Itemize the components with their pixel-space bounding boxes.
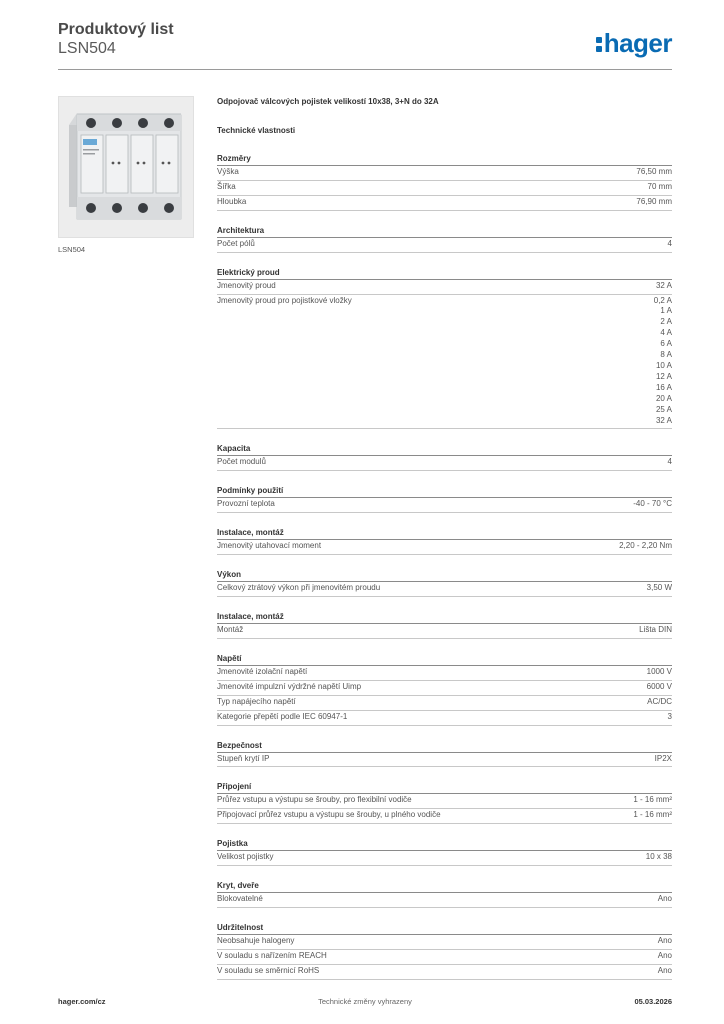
spec-label: Jmenovitý proud [217, 280, 276, 290]
spec-label: Typ napájecího napětí [217, 696, 296, 706]
spec-value [658, 966, 672, 977]
spec-row [217, 166, 672, 181]
spec-row [217, 809, 672, 824]
spec-label: Provozní teplota [217, 499, 275, 509]
page-header [58, 20, 672, 68]
spec-row [217, 965, 672, 980]
footer-date: 05.03.2026 [634, 997, 672, 1006]
footer-website: hager.com/cz [58, 997, 106, 1006]
spec-value [647, 583, 672, 594]
footer-notice: Technické změny vyhrazeny [318, 997, 412, 1006]
spec-row [217, 181, 672, 196]
page-footer [58, 996, 672, 1008]
spec-value [658, 951, 672, 962]
section-title: Instalace, montáž [217, 611, 672, 624]
spec-row [217, 851, 672, 866]
spec-row [217, 711, 672, 726]
spec-row [217, 624, 672, 639]
spec-label: V souladu s nařízením REACH [217, 951, 327, 960]
spec-value-line: 8 A [660, 350, 672, 360]
spec-value-line: 4 [667, 457, 672, 467]
page-title: Produktový list [58, 21, 174, 38]
spec-value-line: 20 A [655, 393, 672, 403]
spec-section [217, 153, 672, 211]
spec-row [217, 295, 672, 430]
section-title: Elektrický proud [217, 267, 672, 280]
spec-value-line: 32 A [655, 280, 672, 290]
spec-section [217, 267, 672, 430]
fuse-disconnector-illustration [59, 97, 193, 237]
spec-label: Celkový ztrátový výkon při jmenovitém proudu [217, 583, 381, 593]
spec-value [668, 457, 672, 468]
spec-value-line: 1000 V [646, 666, 672, 676]
spec-value-line: Ano [657, 965, 672, 975]
spec-row [217, 540, 672, 555]
spec-value [648, 182, 672, 193]
spec-section [217, 569, 672, 597]
spec-label: Počet pólů [217, 238, 255, 248]
spec-value-line: 2 A [660, 317, 672, 327]
spec-label: Jmenovitý utahovací moment [217, 541, 322, 551]
spec-row [217, 280, 672, 295]
spec-value [639, 625, 672, 636]
spec-section [217, 922, 672, 980]
spec-value-line: -40 - 70 °C [633, 499, 672, 509]
section-title: Architektura [217, 225, 672, 238]
section-title: Výkon [217, 569, 672, 582]
spec-value [636, 197, 672, 208]
section-title: Kryt, dveře [217, 880, 672, 893]
spec-value-line: 1 A [660, 306, 672, 316]
spec-sections [217, 153, 672, 980]
spec-value [668, 239, 672, 250]
spec-section [217, 880, 672, 908]
product-code: LSN504 [58, 40, 116, 57]
spec-value [633, 810, 672, 821]
spec-row [217, 456, 672, 471]
spec-value [655, 754, 672, 765]
spec-value-line: Lišta DIN [639, 625, 672, 635]
spec-row [217, 582, 672, 597]
spec-value-line: 70 mm [647, 181, 672, 191]
spec-value-line: 4 A [660, 328, 672, 338]
spec-value-line: 2,20 - 2,20 Nm [619, 541, 672, 551]
spec-value-line: AC/DC [647, 696, 672, 706]
section-title: Podmínky použití [217, 485, 672, 498]
spec-label: Kategorie přepětí podle IEC 60947-1 [217, 711, 348, 721]
spec-value-line: IP2X [654, 753, 672, 763]
spec-label: Šířka [217, 181, 236, 191]
spec-label: Průřez vstupu a výstupu se šrouby, pro flexibilní vodiče [217, 795, 412, 805]
spec-value-line: Ano [657, 951, 672, 960]
spec-value [619, 541, 672, 552]
section-title: Kapacita [217, 443, 672, 456]
spec-value-line: 3 [667, 711, 672, 721]
spec-value-line: 10 x 38 [645, 852, 672, 862]
spec-row [217, 696, 672, 711]
spec-content [217, 95, 672, 980]
spec-label: V souladu se směrnicí RoHS [217, 965, 320, 975]
logo-dots-icon [596, 34, 603, 54]
spec-value-line: 16 A [655, 382, 672, 392]
spec-value [654, 296, 672, 427]
spec-value-line: 0,2 A [653, 295, 672, 305]
section-title: Instalace, montáž [217, 527, 672, 540]
product-description: Odpojovač válcových pojistek velikostí 10x38, 3+N do 32A [217, 97, 439, 106]
spec-row [217, 753, 672, 768]
spec-value [658, 894, 672, 905]
spec-label: Velikost pojistky [217, 852, 274, 862]
spec-section [217, 653, 672, 726]
spec-value [633, 499, 672, 510]
spec-row [217, 498, 672, 513]
spec-label: Stupeň krytí IP [217, 753, 270, 763]
spec-value [656, 281, 672, 292]
spec-label: Připojovací průřez vstupu a výstupu se šrouby, u plného vodiče [217, 810, 441, 820]
spec-value [647, 682, 672, 693]
spec-row [217, 893, 672, 908]
section-title: Pojistka [217, 838, 672, 851]
spec-row [217, 238, 672, 253]
spec-row [217, 935, 672, 950]
spec-section [217, 225, 672, 253]
section-title: Udržitelnost [217, 922, 672, 935]
product-image [58, 96, 194, 238]
spec-value-line: 76,50 mm [636, 167, 672, 176]
image-caption: LSN504 [58, 245, 86, 254]
spec-value-line: 76,90 mm [636, 196, 672, 206]
spec-section [217, 485, 672, 513]
spec-value [647, 667, 672, 678]
spec-section [217, 527, 672, 555]
spec-label: Jmenovitý proud pro pojistkové vložky [217, 295, 352, 305]
spec-value-line: 32 A [655, 415, 672, 425]
spec-value-line: 1 - 16 mm² [633, 795, 672, 805]
spec-value-line: 4 [667, 238, 672, 248]
spec-row [217, 794, 672, 809]
spec-label: Výška [217, 167, 239, 176]
spec-value [646, 852, 672, 863]
spec-label: Jmenovité impulzní výdržné napětí Uimp [217, 681, 362, 691]
spec-value-line: Ano [657, 894, 672, 904]
section-title: Rozměry [217, 153, 672, 166]
spec-row [217, 681, 672, 696]
spec-label: Jmenovité izolační napětí [217, 666, 308, 676]
spec-value [668, 712, 672, 723]
section-title: Napětí [217, 653, 672, 666]
spec-value-line: 6000 V [646, 681, 672, 691]
spec-value-line: 12 A [655, 371, 672, 381]
spec-label: Neobsahuje halogeny [217, 936, 295, 946]
spec-value-line: 1 - 16 mm² [633, 810, 672, 820]
spec-label: Hloubka [217, 196, 247, 206]
header-divider [58, 69, 672, 70]
spec-value [647, 697, 672, 708]
spec-value [636, 167, 672, 178]
spec-value [658, 936, 672, 947]
logo-text: hager [603, 28, 672, 58]
section-title: Připojení [217, 781, 672, 794]
spec-row [217, 950, 672, 965]
spec-section [217, 838, 672, 866]
spec-label: Montáž [217, 625, 244, 635]
spec-value [633, 795, 672, 806]
spec-value-line: 6 A [660, 339, 672, 349]
hager-logo [596, 28, 672, 58]
spec-row [217, 666, 672, 681]
spec-row [217, 196, 672, 211]
spec-value-line: 10 A [655, 360, 672, 370]
spec-value-line: 3,50 W [646, 583, 672, 593]
spec-label: Blokovatelné [217, 894, 263, 904]
spec-section [217, 740, 672, 768]
spec-label: Počet modulů [217, 457, 266, 467]
spec-value-line: Ano [657, 936, 672, 946]
spec-section [217, 443, 672, 471]
spec-section [217, 611, 672, 639]
spec-value-line: 25 A [655, 404, 672, 414]
section-title: Bezpečnost [217, 740, 672, 753]
spec-heading: Technické vlastnosti [217, 126, 296, 135]
spec-section [217, 781, 672, 824]
